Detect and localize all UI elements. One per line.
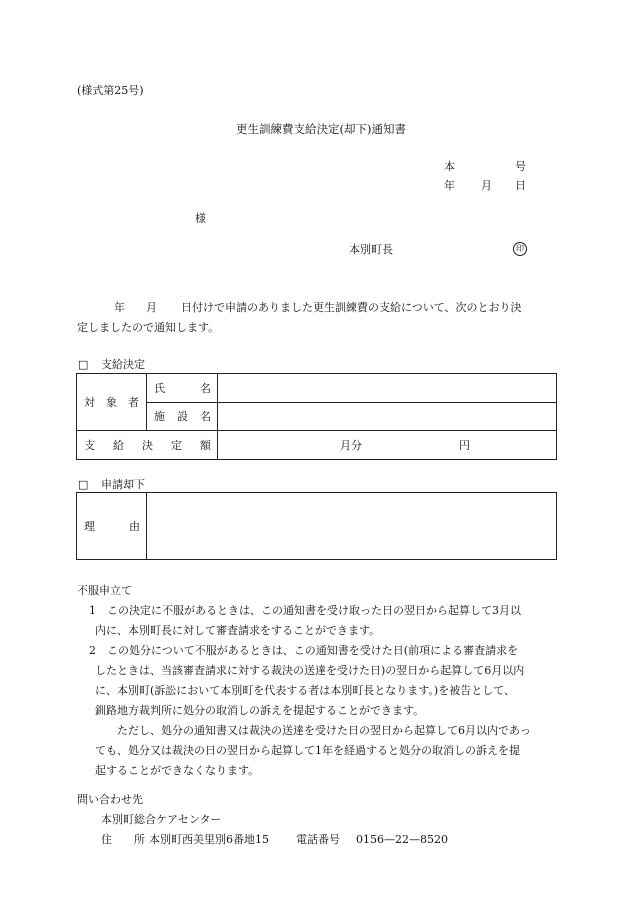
reason-value-cell[interactable] — [147, 493, 557, 560]
name-label-char-1: 氏 — [154, 381, 165, 395]
reason-label-cell — [77, 493, 147, 560]
contact-office: 本別町総合ケアセンター — [101, 813, 222, 826]
appeal-heading: 不服申立て — [77, 584, 132, 597]
facility-label-char-2: 設 — [177, 410, 188, 423]
addressee-suffix: 様 — [195, 212, 206, 225]
amount-label-char-3: 決 — [142, 438, 153, 452]
intro-month: 月 — [146, 301, 157, 314]
amount-label-char-5: 額 — [200, 438, 211, 452]
date-month: 月 — [481, 179, 492, 192]
yen-unit: 円 — [459, 439, 470, 452]
contact-phone: 0156—22—8520 — [356, 833, 448, 846]
document-title: 更生訓練費支給決定(却下)通知書 — [236, 122, 406, 136]
contact-address: 本別町西美里別6番地15 — [149, 833, 269, 846]
facility-label-char-3: 名 — [200, 410, 211, 423]
appeal-item2-line5: ただし、処分の通知書又は裁決の送達を受けた日の翌日から起算して6月以内であっ — [117, 724, 531, 737]
name-value-cell[interactable] — [218, 374, 557, 403]
facility-value-cell[interactable] — [218, 403, 557, 431]
appeal-item2-line1: 2 この処分について不服があるときは、この通知書を受けた日(前項による審査請求を — [89, 644, 519, 657]
appeal-item2-line7: 起することができなくなります。 — [95, 764, 260, 777]
appeal-item2-line4: 釧路地方裁判所に処分の取消しの訴えを提起することができます。 — [95, 704, 425, 717]
rejection-checkbox[interactable]: □ — [78, 478, 89, 491]
issuer: 本別町長 — [349, 243, 393, 256]
seal-mark: 印 — [513, 242, 527, 256]
intro-line1-rest: 日付けで申請のありました更生訓練費の支給について、次のとおり決 — [181, 301, 522, 314]
appeal-item2-line2: したときは、当該審査請求に対する裁決の送達を受けた日)の翌日から起算して6月以内 — [95, 664, 525, 677]
reason-label-char-2: 由 — [129, 519, 140, 533]
facility-label-char-1: 施 — [154, 410, 165, 423]
intro-line2: 定しましたので通知します。 — [77, 321, 220, 334]
date-year: 年 — [444, 179, 455, 192]
appeal-item2-line3: に、本別町(訴訟において本別町を代表する者は本別町長となります。)を被告として、 — [95, 684, 515, 697]
contact-heading: 問い合わせ先 — [77, 793, 143, 806]
decision-heading: 支給決定 — [101, 358, 145, 371]
month-unit: 月分 — [340, 439, 362, 452]
date-day: 日 — [515, 179, 526, 192]
target-label-cell — [77, 374, 147, 431]
amount-label-char-2: 給 — [113, 438, 124, 452]
name-label-char-2: 名 — [200, 381, 211, 395]
appeal-item2-line6: ても、処分又は裁決の日の翌日から起算して1年を経過すると処分の取消しの訴えを提 — [95, 744, 520, 757]
amount-label-cell — [77, 431, 218, 460]
number-go: 号 — [515, 160, 526, 173]
contact-phone-label: 電話番号 — [296, 833, 340, 846]
appeal-item1-line2: 内に、本別町長に対して審査請求をすることができます。 — [95, 624, 381, 637]
reason-label-char-1: 理 — [84, 519, 95, 533]
target-label: 対 象 者 — [84, 395, 139, 409]
amount-label-char-1: 支 — [84, 438, 95, 452]
decision-checkbox[interactable]: □ — [78, 358, 89, 371]
contact-address-label: 住 所 — [101, 833, 145, 846]
form-number: (様式第25号) — [77, 84, 144, 97]
rejection-heading: 申請却下 — [101, 478, 145, 491]
intro-year: 年 — [114, 301, 125, 314]
name-label-cell — [147, 374, 218, 403]
decision-table — [76, 373, 557, 460]
appeal-item1-line1: 1 この決定に不服があるときは、この通知書を受け取った日の翌日から起算して3月以 — [89, 604, 521, 617]
facility-label-cell — [147, 403, 218, 431]
amount-value-cell[interactable] — [218, 431, 557, 460]
rejection-table — [76, 492, 557, 560]
number-hon: 本 — [444, 160, 455, 173]
amount-label-char-4: 定 — [171, 438, 182, 452]
